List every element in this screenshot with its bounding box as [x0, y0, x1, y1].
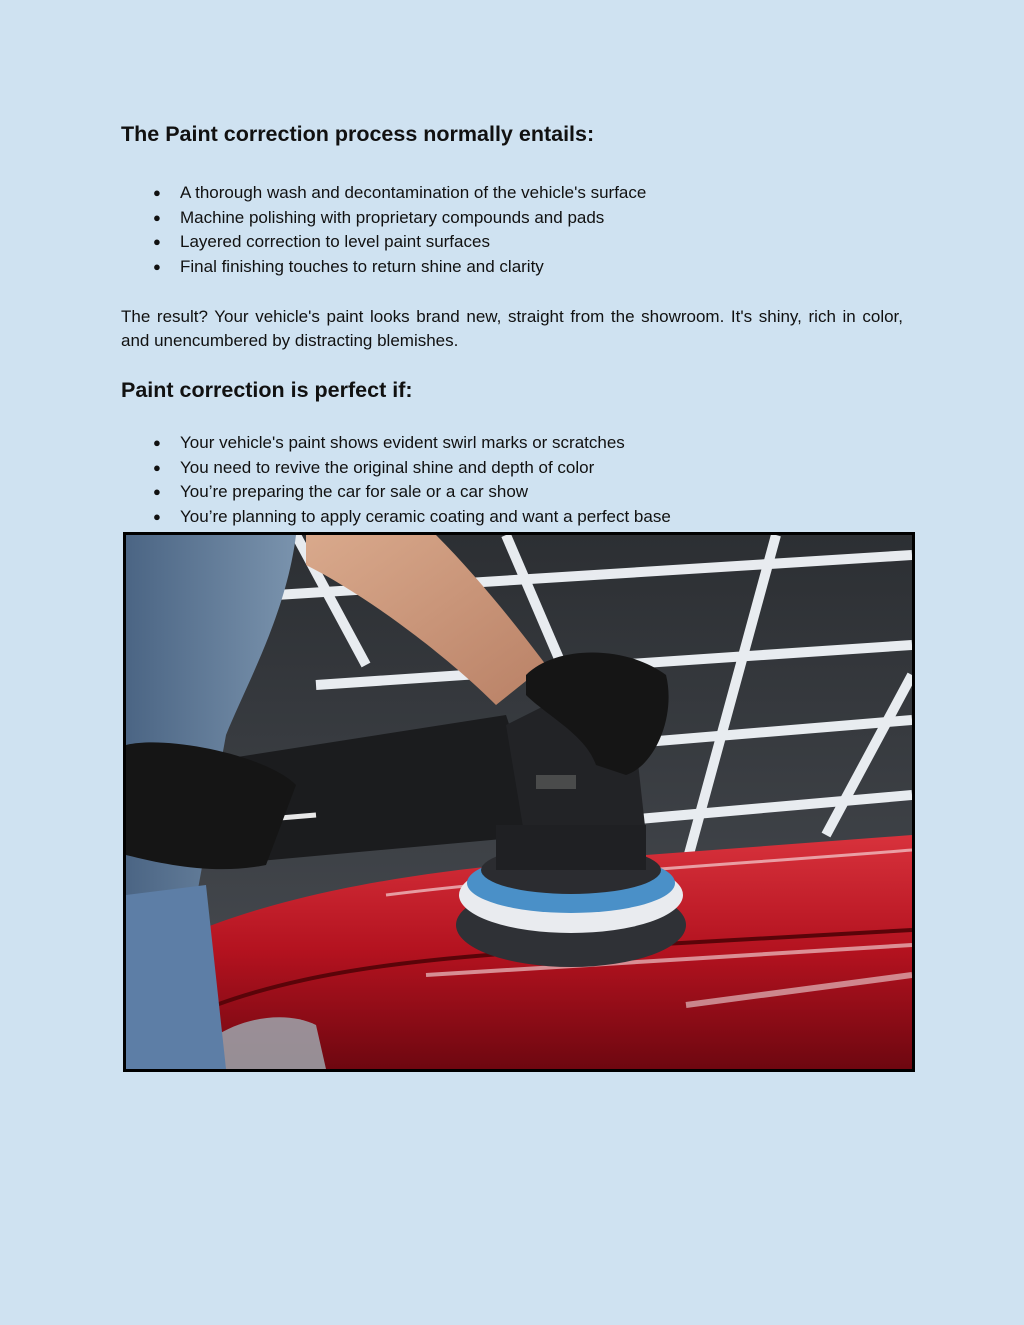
- bullet-icon: ●: [153, 459, 161, 475]
- section-heading-perfect-if: Paint correction is perfect if:: [121, 378, 413, 402]
- list-item: ● Layered correction to level paint surfaces: [153, 232, 490, 251]
- list-item: ● Machine polishing with proprietary compounds and pads: [153, 207, 605, 227]
- perfect-if-list: [121, 433, 903, 531]
- bullet-icon: ●: [153, 209, 161, 225]
- list-item: ● You need to revive the original shine and depth of color: [153, 457, 595, 477]
- list-item: ● You’re preparing the car for sale or a car show: [153, 482, 529, 501]
- bullet-icon: ●: [153, 234, 161, 249]
- bullet-icon: ●: [153, 435, 161, 450]
- section-heading-process: The Paint correction process normally entails:: [121, 122, 595, 146]
- bullet-icon: ●: [153, 185, 161, 200]
- bullet-icon: ●: [153, 484, 161, 499]
- list-item: ● Final finishing touches to return shine and clarity: [153, 256, 544, 276]
- result-paragraph: The result? Your vehicle's paint looks brand new, straight from the showroom. It's shiny, rich in color, and unencumbered by distracting blemishes.: [121, 307, 903, 350]
- process-list: [121, 183, 903, 281]
- car-polishing-photo: [123, 532, 915, 1072]
- list-item: ● You’re planning to apply ceramic coating and want a perfect base: [153, 506, 671, 526]
- list-item: ● Your vehicle's paint shows evident swirl marks or scratches: [153, 433, 625, 452]
- bullet-icon: ●: [153, 258, 161, 274]
- list-item: ● A thorough wash and decontamination of the vehicle's surface: [153, 183, 647, 202]
- bullet-icon: ●: [153, 508, 161, 524]
